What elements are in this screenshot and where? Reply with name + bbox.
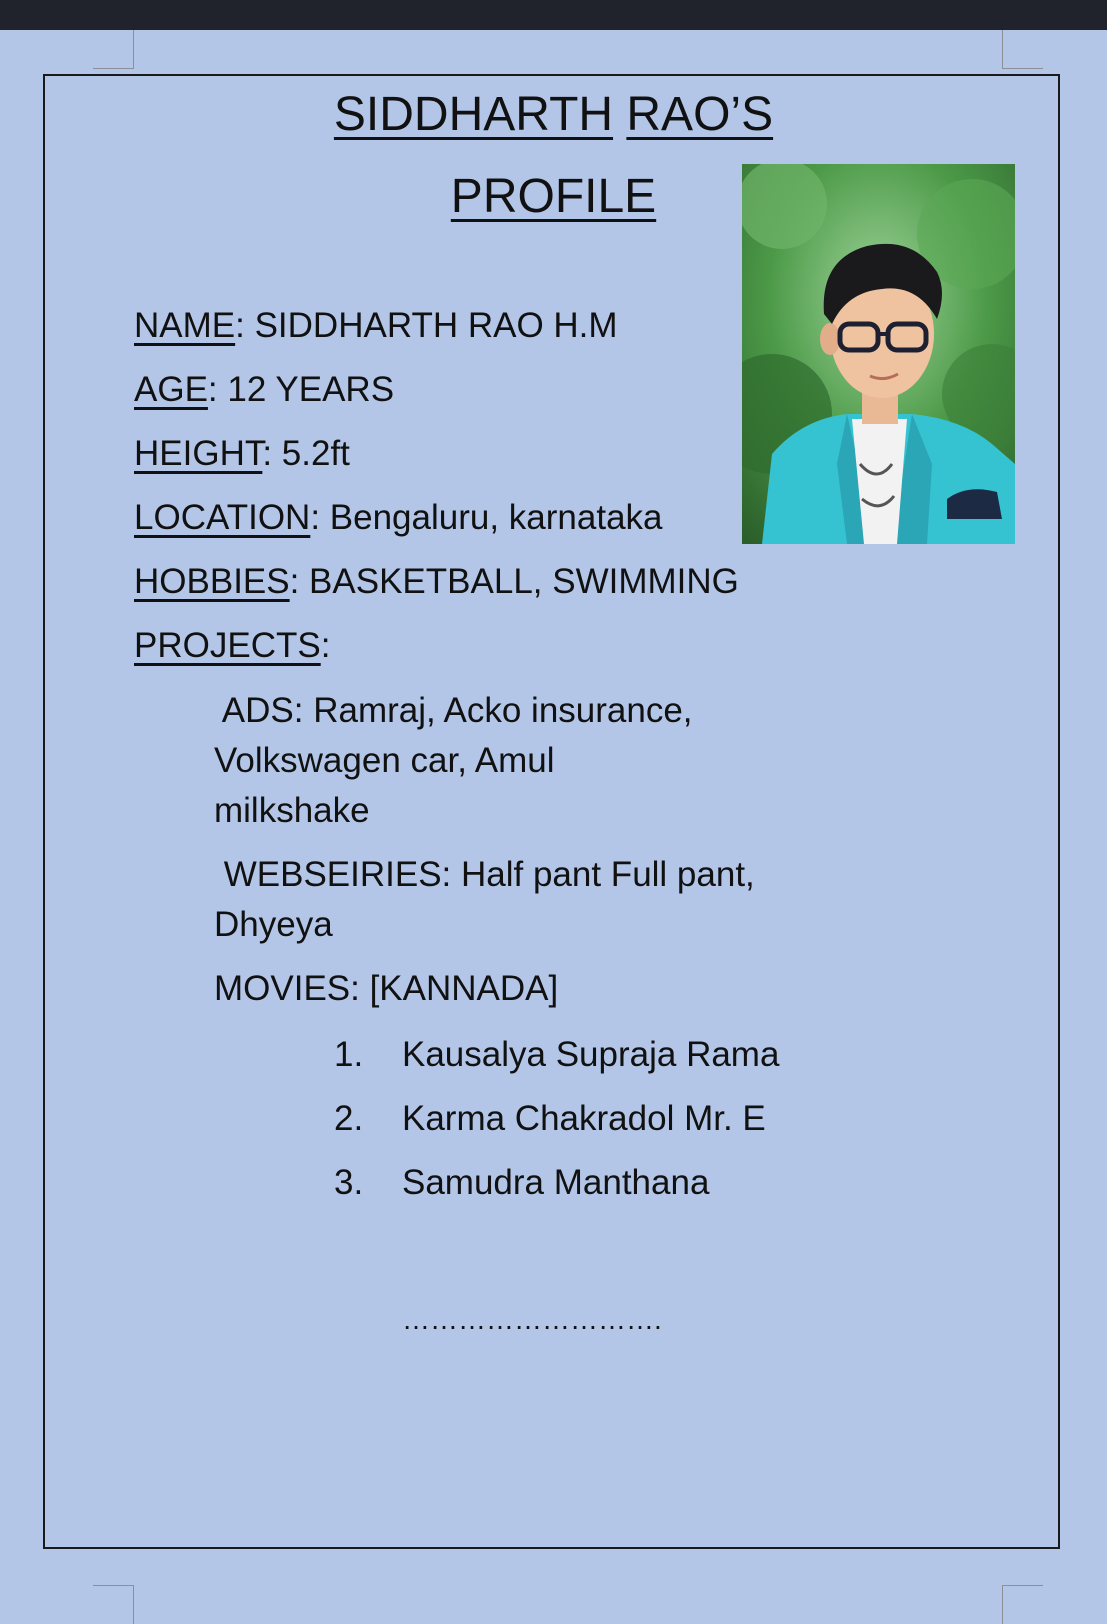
field-name-label: NAME (134, 306, 236, 345)
movie-title-1: Kausalya Supraja Rama (402, 1035, 780, 1074)
field-hobbies-label: HOBBIES (134, 562, 290, 601)
title-word-siddharth: SIDDHARTH (333, 88, 614, 141)
ads-line-2: Volkswagen car, Amul (214, 741, 555, 780)
page-corner-mark-bottom-left (93, 1585, 134, 1624)
field-hobbies (134, 561, 739, 603)
field-age-label: AGE (134, 370, 208, 409)
title-word-raos: RAO’S (626, 88, 774, 141)
movie-title-2: Karma Chakradol Mr. E (402, 1099, 766, 1138)
profile-photo (742, 164, 1015, 544)
movie-number-3: 3. (334, 1163, 364, 1202)
field-projects-value: : (320, 626, 331, 665)
top-status-bar (0, 0, 1107, 30)
title-line-1 (0, 74, 1107, 156)
field-location-label: LOCATION (134, 498, 311, 537)
field-name-value: : SIDDHARTH RAO H.M (235, 306, 618, 345)
ads-line-3: milkshake (214, 791, 370, 830)
movie-title-3: Samudra Manthana (402, 1163, 710, 1202)
field-projects (134, 625, 330, 667)
title-word-profile: PROFILE (450, 170, 657, 223)
ads-line-1: ADS: Ramraj, Acko insurance, (214, 691, 693, 730)
field-location (134, 497, 663, 539)
movies-heading: MOVIES: [KANNADA] (214, 969, 559, 1008)
trailing-dots: ………………………. (402, 1304, 662, 1335)
field-height-value: : 5.2ft (262, 434, 350, 473)
field-projects-label: PROJECTS (134, 626, 321, 665)
field-height (134, 433, 350, 475)
field-hobbies-value: : BASKETBALL, SWIMMING (289, 562, 739, 601)
field-age-value: : 12 YEARS (207, 370, 395, 409)
webseries-line-1: WEBSEIRIES: Half pant Full pant, (214, 855, 755, 894)
field-age (134, 369, 394, 411)
movie-number-1: 1. (334, 1035, 364, 1074)
field-location-value: : Bengaluru, karnataka (310, 498, 663, 537)
portrait-photo-icon (742, 164, 1015, 544)
field-name (134, 305, 618, 347)
page-corner-mark-bottom-right (1002, 1585, 1043, 1624)
page-corner-mark-top-right (1002, 30, 1043, 69)
page-corner-mark-top-left (93, 30, 134, 69)
field-height-label: HEIGHT (134, 434, 263, 473)
movie-number-2: 2. (334, 1099, 364, 1138)
webseries-line-2: Dhyeya (214, 905, 333, 944)
